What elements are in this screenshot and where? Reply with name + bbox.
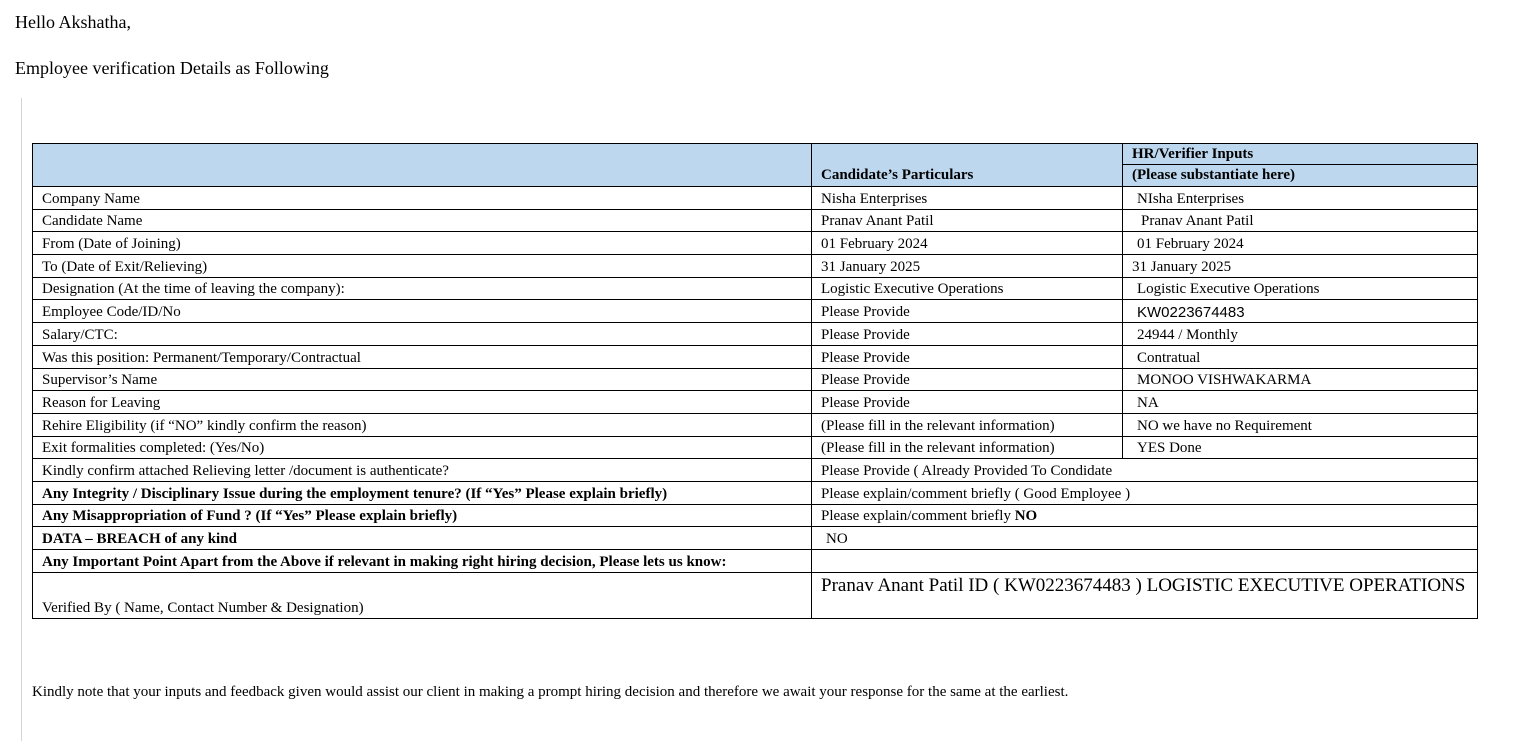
row-label: Was this position: Permanent/Temporary/Contractual [33,345,812,368]
row-candidate-value: Please Provide [812,368,1123,391]
row-label: Company Name [33,187,812,210]
table-row [33,300,1478,323]
row-hr-value: 31 January 2025 [1123,255,1478,278]
row-wide-value-bold: NO [1014,508,1038,525]
verified-by-label: Verified By ( Name, Contact Number & Designation) [33,572,812,618]
table-row [33,323,1478,346]
row-hr-value: NO we have no Requirement [1123,413,1478,436]
row-label: Any Misappropriation of Fund ? (If “Yes” Please explain briefly) [33,504,812,527]
row-candidate-value: (Please fill in the relevant information) [812,413,1123,436]
row-label: From (Date of Joining) [33,232,812,255]
header-candidate-cell: Candidate’s Particulars [812,144,1123,187]
row-label: Supervisor’s Name [33,368,812,391]
row-candidate-value: Please Provide [812,323,1123,346]
row-label: Reason for Leaving [33,391,812,414]
table-row [33,391,1478,414]
row-label: Rehire Eligibility (if “NO” kindly confirm the reason) [33,413,812,436]
footer-note: Kindly note that your inputs and feedback given would assist our client in making a prompt hiring decision and therefore we await your response for the same at the earliest. [32,684,1069,700]
header-hr-title: HR/Verifier Inputs [1123,144,1477,165]
table-row [33,481,1478,504]
row-label: Employee Code/ID/No [33,300,812,323]
row-wide-value-prefix: Please explain/comment briefly [821,508,1015,525]
row-wide-value: NO [812,527,1478,550]
row-candidate-value: Logistic Executive Operations [812,277,1123,300]
table-row [33,504,1478,527]
row-hr-value: 01 February 2024 [1123,232,1478,255]
table-row [33,527,1478,550]
row-label: Exit formalities completed: (Yes/No) [33,436,812,459]
header-hr-subtitle: (Please substantiate here) [1132,167,1296,183]
row-hr-value: KW0223674483 [1123,300,1478,323]
table-row [33,232,1478,255]
verification-table [32,143,1478,619]
row-candidate-value: Nisha Enterprises [812,187,1123,210]
row-candidate-value: 01 February 2024 [812,232,1123,255]
verified-by-value: Pranav Anant Patil ID ( KW0223674483 ) LOGISTIC EXECUTIVE OPERATIONS [812,572,1478,618]
intro-text: Employee verification Details as Following [15,58,329,78]
row-label: Salary/CTC: [33,323,812,346]
row-wide-value [812,550,1478,573]
quote-bar [21,98,22,741]
row-hr-value: Pranav Anant Patil [1123,209,1478,232]
table-row [33,459,1478,482]
row-hr-value: NA [1123,391,1478,414]
table-row [33,436,1478,459]
row-label: Designation (At the time of leaving the company): [33,277,812,300]
table-row [33,345,1478,368]
table-row [33,368,1478,391]
row-candidate-value: 31 January 2025 [812,255,1123,278]
row-label: Any Integrity / Disciplinary Issue during the employment tenure? (If “Yes” Please explain briefly) [33,481,812,504]
row-candidate-value: (Please fill in the relevant information) [812,436,1123,459]
row-hr-value: NIsha Enterprises [1123,187,1478,210]
verified-by-row [33,572,1478,618]
table-row [33,255,1478,278]
greeting-text: Hello Akshatha, [15,12,131,32]
row-wide-value [812,504,1478,527]
row-hr-value: Contratual [1123,345,1478,368]
row-label: DATA – BREACH of any kind [33,527,812,550]
row-candidate-value: Please Provide [812,391,1123,414]
header-hr-cell [1123,144,1478,187]
table-row [33,187,1478,210]
row-wide-value: Please Provide ( Already Provided To Condidate [812,459,1478,482]
row-candidate-value: Please Provide [812,345,1123,368]
row-candidate-value: Pranav Anant Patil [812,209,1123,232]
row-hr-value: 24944 / Monthly [1123,323,1478,346]
header-label-cell [33,144,812,187]
table-row [33,550,1478,573]
table-header-row [33,144,1478,187]
row-hr-value: MONOO VISHWAKARMA [1123,368,1478,391]
table-row [33,413,1478,436]
row-label: Kindly confirm attached Relieving letter /document is authenticate? [33,459,812,482]
table-row [33,277,1478,300]
row-candidate-value: Please Provide [812,300,1123,323]
row-label: Candidate Name [33,209,812,232]
table-row [33,209,1478,232]
row-label: To (Date of Exit/Relieving) [33,255,812,278]
row-label: Any Important Point Apart from the Above if relevant in making right hiring decision, Please lets us know: [33,550,812,573]
row-hr-value: Logistic Executive Operations [1123,277,1478,300]
row-wide-value: Please explain/comment briefly ( Good Employee ) [812,481,1478,504]
row-hr-value: YES Done [1123,436,1478,459]
